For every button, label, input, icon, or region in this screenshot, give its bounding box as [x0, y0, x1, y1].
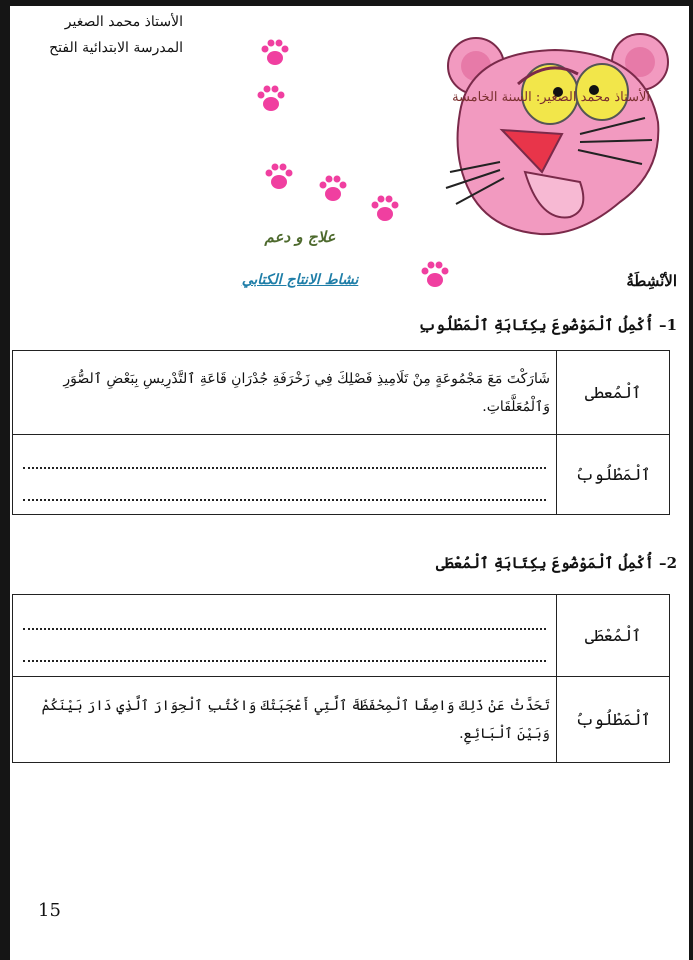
table-row	[13, 677, 670, 763]
given-label: ٱلْمُعْطَى	[557, 595, 670, 677]
answer-line[interactable]	[23, 636, 546, 662]
answer-line[interactable]	[23, 604, 546, 630]
answer-line[interactable]	[23, 443, 546, 469]
activities-label: الأنْشِطَةُ	[626, 272, 677, 290]
exercise-1-heading: 1– أُكْمِلُ ٱلْمَوْضُوعَ بِكِتَابَةِ ٱلْمَطْلُوبِ	[418, 316, 677, 334]
given-text: شَارَكْتَ مَعَ مَجْمُوعَةٍ مِنْ تَلَامِيذِ فَصْلِكَ فِي زَخْرَفَةِ جُدْرَانِ قَاعَةِ ٱلتَّدْرِيسِ بِبَعْضِ ٱلصُّوَرِ وَٱلْمُعَلَّقَاتِ.	[13, 351, 557, 435]
paw-print-icon	[262, 160, 296, 194]
table-row	[13, 595, 670, 677]
paw-print-icon	[418, 258, 452, 292]
required-text: تَحَدَّثْ عَنْ ذَلِكَ وَاصِفًا ٱلْمِحْفَظَةَ ٱلَّتِي أَعْجَبَتْكَ وَاكْتُبِ ٱلْحِوَارَ ٱلَّذِي دَارَ بَيْنَكُمْ وَبَيْنَ ٱلْبَائِعِ.	[13, 677, 557, 763]
given-label: ٱلْمُعطى	[557, 351, 670, 435]
page-number: 15	[38, 900, 61, 921]
required-label: ٱلْمَطْلُوبُ	[557, 435, 670, 515]
table-row	[13, 351, 670, 435]
table-row	[13, 435, 670, 515]
exercise-2-table	[12, 594, 670, 763]
answer-line[interactable]	[23, 475, 546, 501]
answer-area[interactable]	[13, 435, 557, 515]
remediation-title: علاج و دعم	[264, 228, 336, 246]
paw-print-icon	[254, 82, 288, 116]
exercise-2-heading: 2– أُكْمِلُ ٱلْمَوْضُوعَ بِكِتَابَةِ ٱلْمُعْطَى	[436, 554, 677, 572]
watermark-text: الأستاذ محمد الصغير: السنة الخامسة	[452, 90, 650, 105]
paw-print-icon	[258, 36, 292, 70]
answer-area[interactable]	[13, 595, 557, 677]
school-name: المدرسة الابتدائية الفتح	[49, 40, 183, 56]
paw-print-icon	[368, 192, 402, 226]
paw-print-icon	[316, 172, 350, 206]
activity-title: نشاط الانتاج الكتابي	[241, 272, 359, 288]
teacher-name: الأستاذ محمد الصغير	[64, 14, 183, 30]
pink-panther-illustration	[430, 22, 680, 244]
exercise-1-table	[12, 350, 670, 515]
required-label: ٱلْمَطْلُوبُ	[557, 677, 670, 763]
